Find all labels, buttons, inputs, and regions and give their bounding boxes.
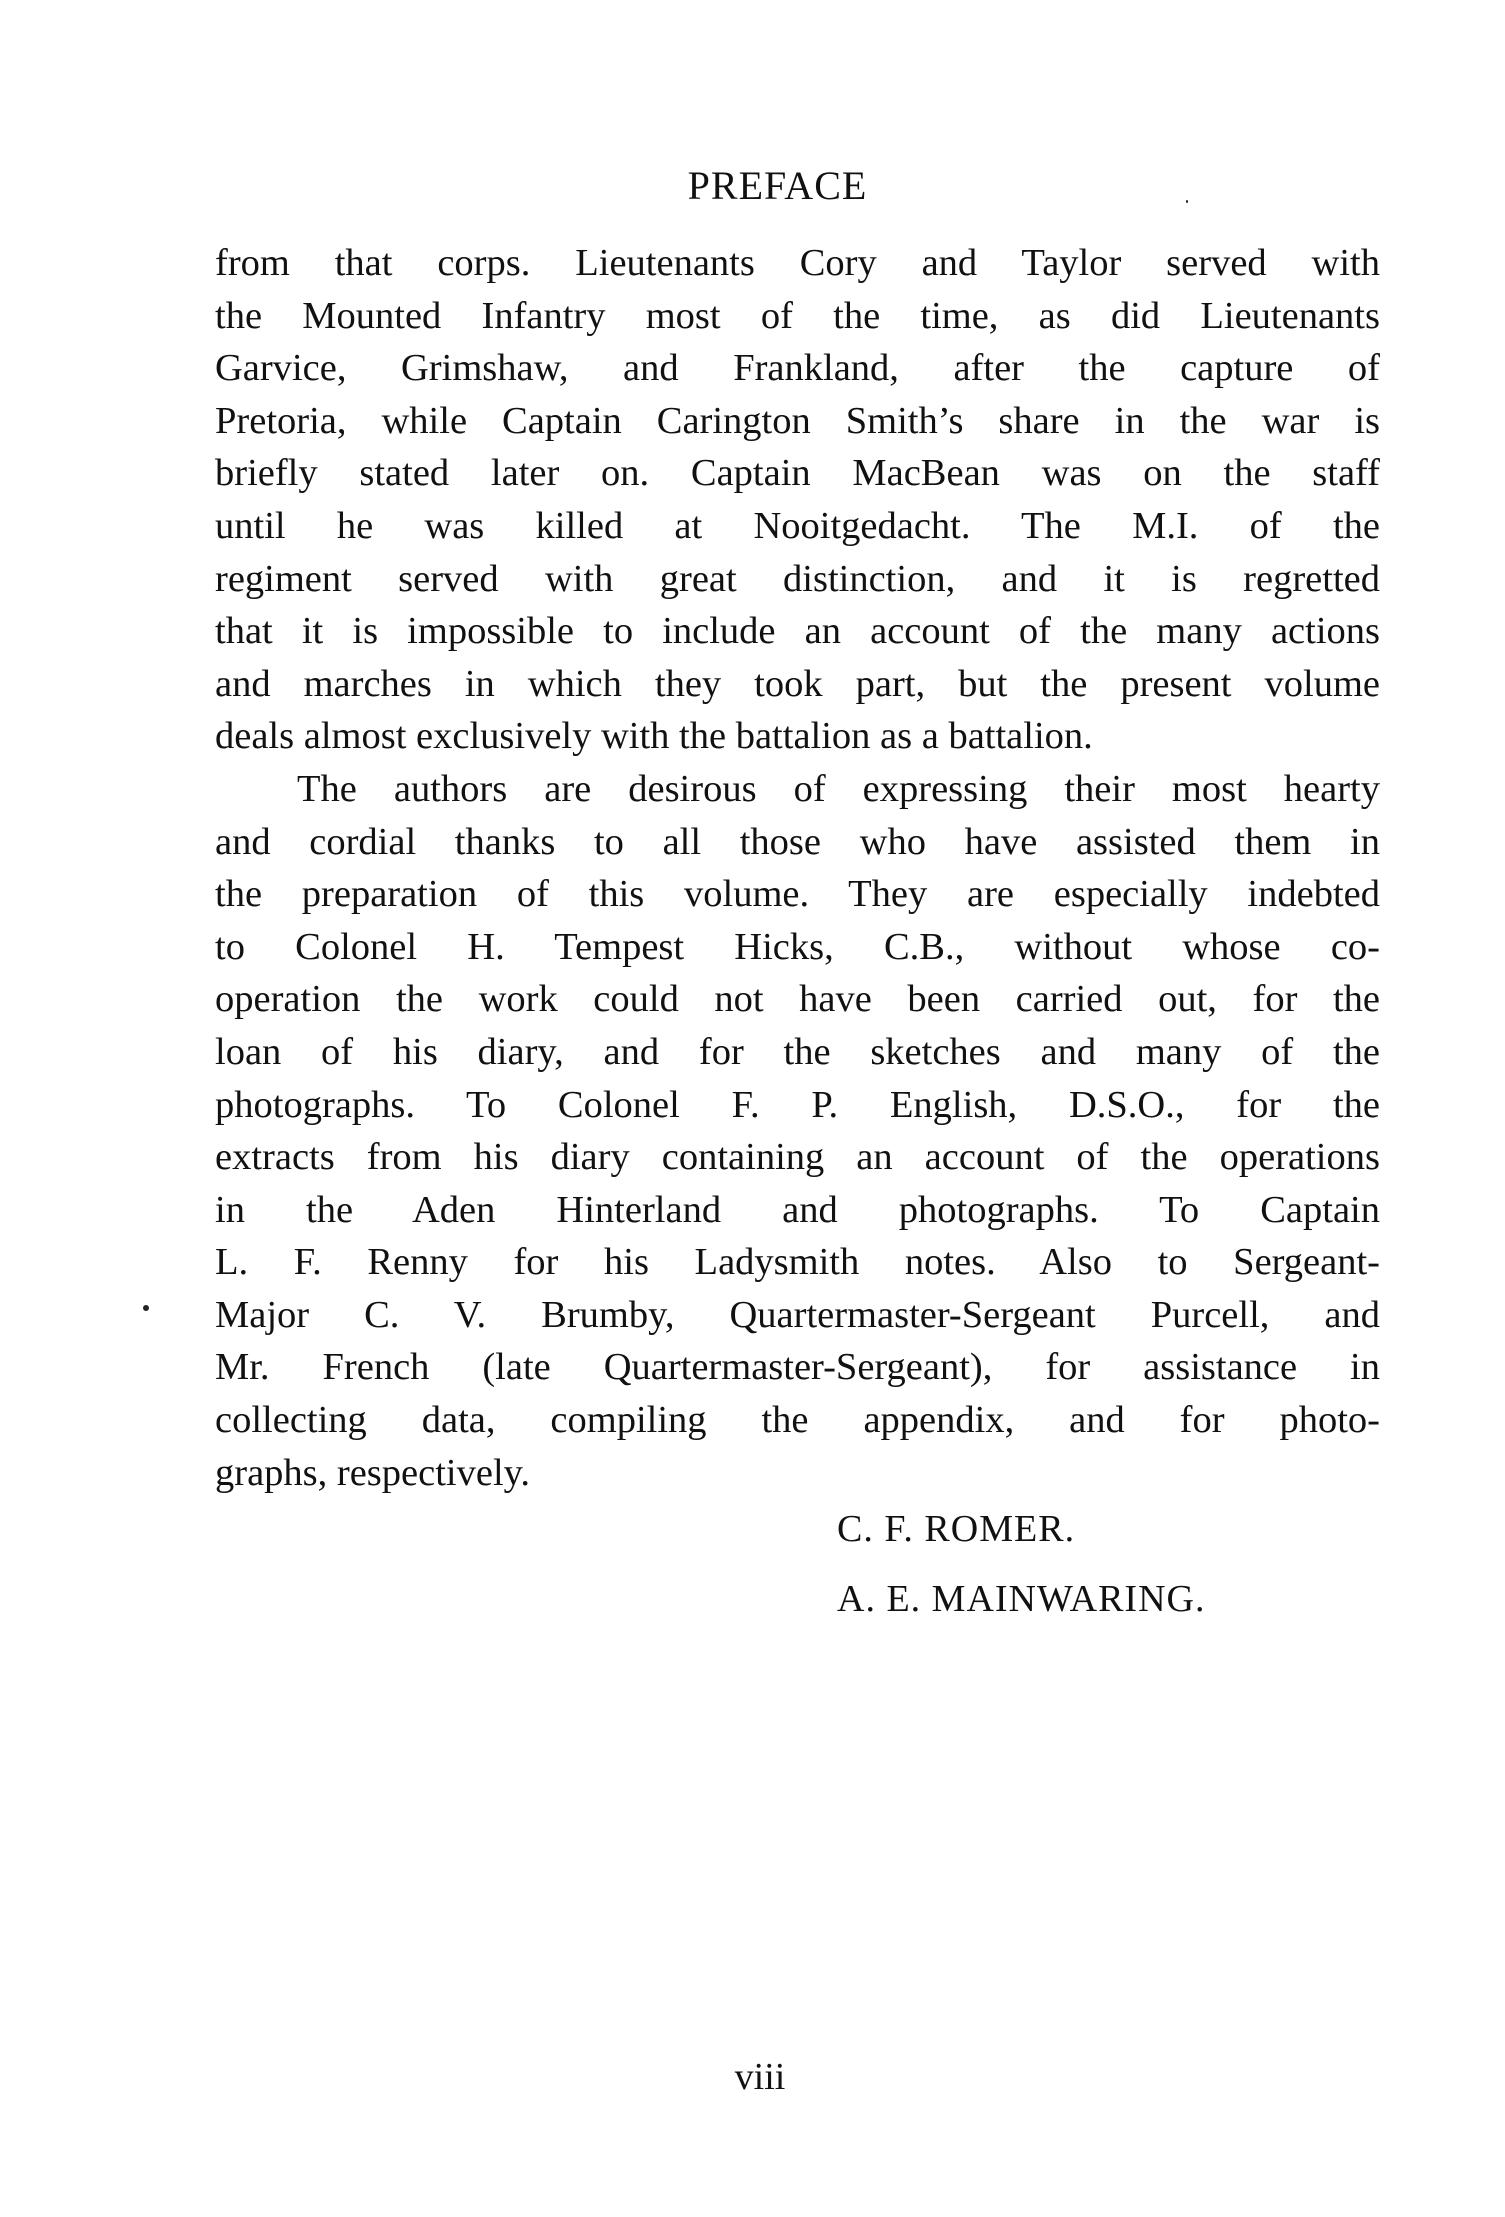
text-line: extracts from his diary containing an account of the operations (215, 1136, 1380, 1179)
page-number: viii (734, 2056, 786, 2098)
paragraph-1 (215, 237, 1380, 763)
text-line: until he was killed at Nooitgedacht. The M.I. of the (215, 504, 1380, 547)
text-line: Pretoria, while Captain Carington Smith’s share in the war is (215, 399, 1380, 442)
text-line: from that corps. Lieutenants Cory and Taylor served with (215, 242, 1380, 284)
text-line: operation the work could not have been carried out, for the (215, 978, 1380, 1021)
preface-body (215, 237, 1380, 1499)
scan-speck (143, 1305, 149, 1311)
text-line: graphs, respectively. (215, 1451, 531, 1494)
text-line: briefly stated later on. Captain MacBean was on the staff (215, 452, 1380, 495)
paragraph-2 (215, 763, 1380, 1499)
text-line: The authors are desirous of expressing their most hearty (297, 767, 1380, 810)
scan-speck (1186, 200, 1188, 203)
text-line: L. F. Renny for his Ladysmith notes. Also to Sergeant- (215, 1241, 1380, 1284)
text-line: the preparation of this volume. They are especially indebted (215, 873, 1380, 916)
signature-romer: C. F. ROMER. (837, 1508, 1076, 1550)
text-line: loan of his diary, and for the sketches and many of the (215, 1030, 1380, 1073)
text-line: Garvice, Grimshaw, and Frankland, after the capture of (215, 347, 1380, 390)
text-line: that it is impossible to include an account of the many actions (215, 610, 1380, 653)
text-line: and cordial thanks to all those who have assisted them in (215, 820, 1380, 863)
text-line: photographs. To Colonel F. P. English, D.S.O., for the (215, 1083, 1380, 1126)
text-line: Mr. French (late Quartermaster-Sergeant), for assistance in (215, 1346, 1380, 1389)
signature-mainwaring: A. E. MAINWARING. (837, 1578, 1206, 1620)
page-heading: PREFACE (687, 163, 868, 208)
text-line: to Colonel H. Tempest Hicks, C.B., without whose co- (215, 925, 1380, 968)
text-line: and marches in which they took part, but the present volume (215, 662, 1380, 705)
text-line: collecting data, compiling the appendix, and for photo- (215, 1399, 1380, 1442)
text-line: in the Aden Hinterland and photographs. To Captain (215, 1188, 1380, 1231)
text-line: the Mounted Infantry most of the time, as did Lieutenants (215, 294, 1380, 337)
author-signatures (837, 1503, 1205, 1643)
text-line: deals almost exclusively with the battalion as a battalion. (215, 715, 1093, 758)
text-line: regiment served with great distinction, and it is regretted (215, 557, 1380, 600)
text-line: Major C. V. Brumby, Quartermaster-Sergeant Purcell, and (215, 1293, 1380, 1336)
